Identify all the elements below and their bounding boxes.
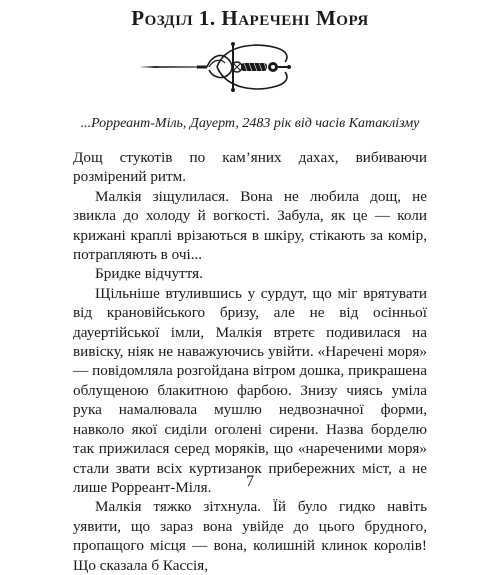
paragraph: Бридке відчуття. xyxy=(95,265,203,283)
chapter-title xyxy=(0,5,500,31)
paragraph: Малкія зіщулилася. Вона не любила дощ, не звикла до холоду й вогкості. Забула, як це — коли крижані краплі врізаються в шкіру, стікають за комір, потрапляють в очі... xyxy=(73,187,427,264)
paragraph: Малкія тяжко зітхнула. Їй було гидко навіть уявити, що зараз вона увійде до цього брудного, пропащого місця — вона, колишній клинок королів! Що сказала б Кассія, xyxy=(73,498,427,574)
page-number: 7 xyxy=(246,473,254,490)
rapier-sword-icon xyxy=(137,40,365,94)
epigraph: ...Рорреант-Міль, Дауерт, 2483 рік від часів Катаклізму xyxy=(80,116,420,131)
chapter-title-text: Розділ 1. Наречені Моря xyxy=(131,6,369,30)
body-text xyxy=(73,148,427,575)
paragraph: Дощ стукотів по кам’яних дахах, вибиваючи розмірений ритм. xyxy=(73,149,427,186)
paragraph: Щільніше втулившись у сурдут, що міг врятувати від крановійського бризу, але не від осінньої дауертійської імли, Малкія втретє подивилася на вивіску, ніяк не наважуючись увійти. «Наречені моря» — повідомляла розгойдана вітром дошка, прикрашена облущеною блакитною фарбою. Знизу чиясь уміла рука намалювала мушлю недвозначної форми, навколо якої сиділи оголені сирени. Назва борделю так прижилася серед моряків, що «нареченими моря» стали звати всіх куртизанок прибережних міст, а не лише Рорреант-Міля. xyxy=(73,284,427,496)
